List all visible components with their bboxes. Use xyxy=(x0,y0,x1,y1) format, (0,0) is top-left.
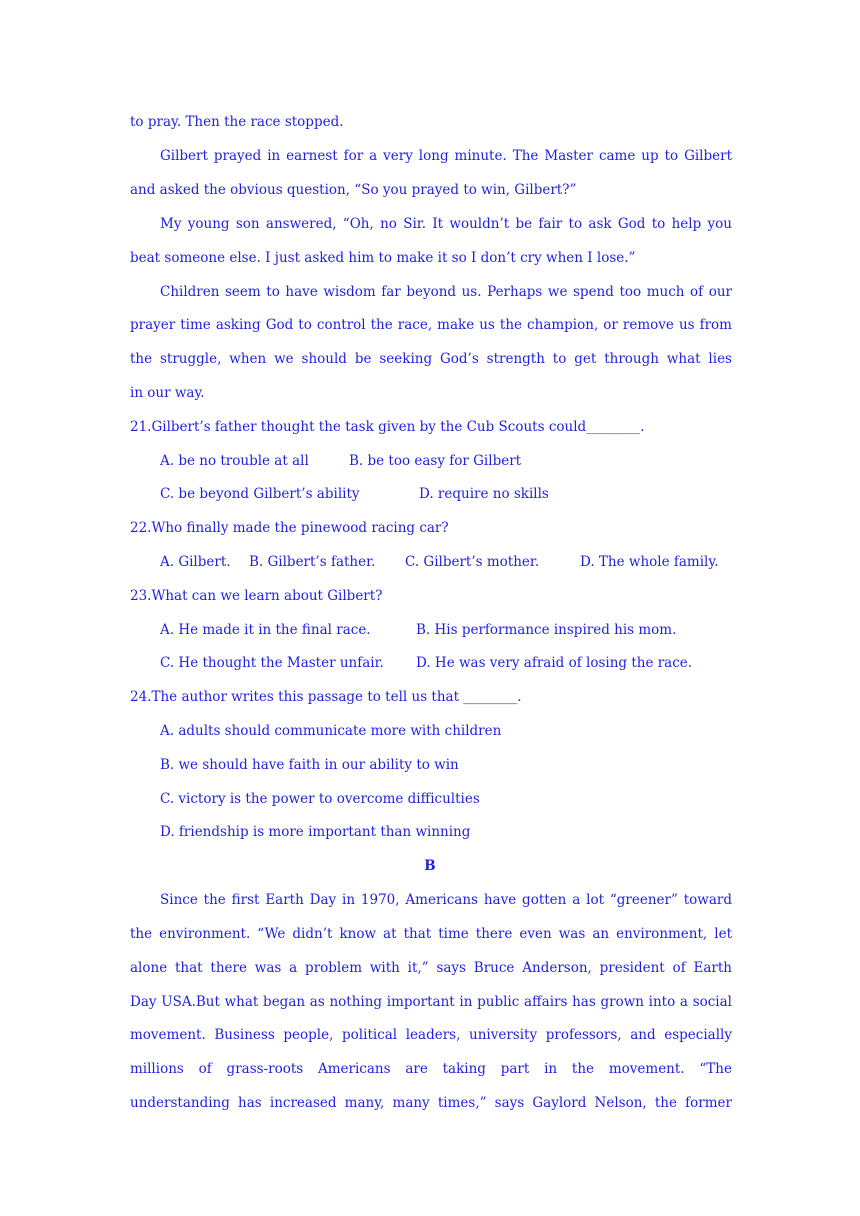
passage-line: to pray. Then the race stopped. xyxy=(130,114,344,130)
q24-option-a: A. adults should communicate more with children xyxy=(160,723,502,739)
passage-line: prayer time asking God to control the race, make us the champion, or remove us from xyxy=(130,317,732,333)
passage-line: the struggle, when we should be seeking God’s strength to get through what lies xyxy=(130,351,732,367)
question-21-stem: 21.Gilbert’s father thought the task given by the Cub Scouts could________. xyxy=(130,419,645,435)
q22-option-d: D. The whole family. xyxy=(580,554,719,570)
q23-option-b: B. His performance inspired his mom. xyxy=(416,622,677,638)
passage-line: millions of grass-roots Americans are taking part in the movement. “The xyxy=(130,1061,732,1077)
passage-line: beat someone else. I just asked him to make it so I don’t cry when I lose.” xyxy=(130,250,636,266)
passage-line: alone that there was a problem with it,” says Bruce Anderson, president of Earth xyxy=(130,960,732,976)
section-heading: B xyxy=(424,858,436,874)
passage-line: Day USA.But what began as nothing important in public affairs has grown into a social xyxy=(130,994,732,1010)
q21-option-b: B. be too easy for Gilbert xyxy=(349,453,522,469)
q24-option-c: C. victory is the power to overcome difficulties xyxy=(160,791,480,807)
passage-line: and asked the obvious question, “So you prayed to win, Gilbert?” xyxy=(130,182,577,198)
passage-line: understanding has increased many, many times,” says Gaylord Nelson, the former xyxy=(130,1095,732,1111)
q24-option-d: D. friendship is more important than winning xyxy=(160,824,471,840)
passage-line: Children seem to have wisdom far beyond us. Perhaps we spend too much of our xyxy=(160,284,732,300)
q21-option-c: C. be beyond Gilbert’s ability xyxy=(160,486,360,502)
passage-line: in our way. xyxy=(130,385,205,401)
q23-option-d: D. He was very afraid of losing the race. xyxy=(416,655,693,671)
question-24-stem: 24.The author writes this passage to tell us that ________. xyxy=(130,689,522,705)
passage-line: Since the first Earth Day in 1970, Americans have gotten a lot “greener” toward xyxy=(160,892,732,908)
passage-line: My young son answered, “Oh, no Sir. It wouldn’t be fair to ask God to help you xyxy=(160,216,732,232)
q22-option-a: A. Gilbert. xyxy=(160,554,231,570)
passage-line: Gilbert prayed in earnest for a very long minute. The Master came up to Gilbert xyxy=(160,148,732,164)
q22-option-c: C. Gilbert’s mother. xyxy=(405,554,540,570)
q22-option-b: B. Gilbert’s father. xyxy=(249,554,376,570)
q23-option-a: A. He made it in the final race. xyxy=(160,622,371,638)
question-22-stem: 22.Who finally made the pinewood racing car? xyxy=(130,520,449,536)
q21-option-d: D. require no skills xyxy=(419,486,549,502)
q23-option-c: C. He thought the Master unfair. xyxy=(160,655,384,671)
q24-option-b: B. we should have faith in our ability to win xyxy=(160,757,459,773)
q21-option-a: A. be no trouble at all xyxy=(160,453,309,469)
question-23-stem: 23.What can we learn about Gilbert? xyxy=(130,588,383,604)
passage-line: movement. Business people, political leaders, university professors, and especially xyxy=(130,1027,732,1043)
passage-line: the environment. “We didn’t know at that time there even was an environment, let xyxy=(130,926,732,942)
